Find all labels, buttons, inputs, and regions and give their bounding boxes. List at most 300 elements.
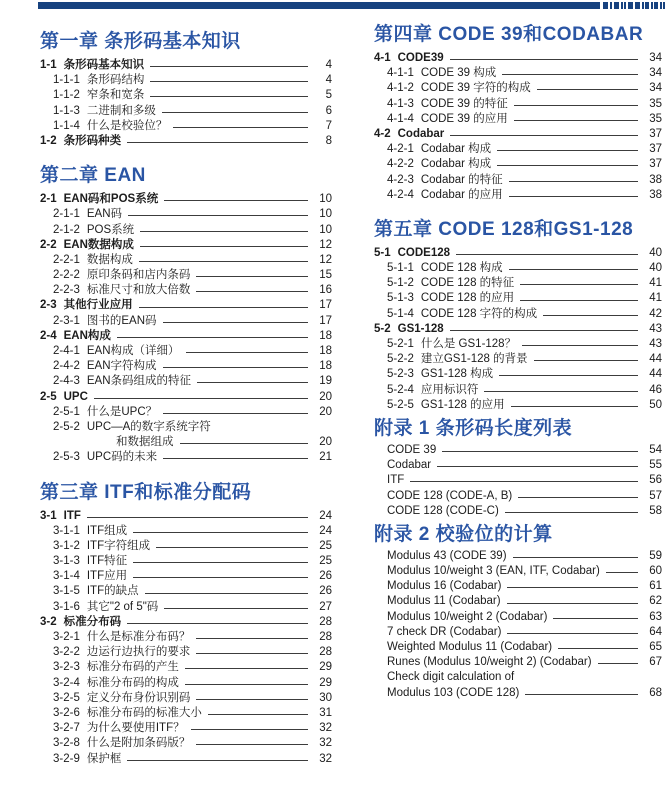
- toc-entry: [374, 564, 662, 579]
- leader-line: [127, 623, 308, 624]
- leader-line: [442, 451, 638, 452]
- page-number: 12: [319, 253, 332, 266]
- entry-label: Modulus 10/weight 3 (EAN, ITF, Codabar): [387, 565, 600, 578]
- entry-label: 标准分布码的构成: [86, 676, 179, 689]
- toc-entry: [40, 676, 332, 691]
- page-number: 25: [319, 555, 332, 568]
- toc-entry: [374, 549, 662, 564]
- entry-number: 3-2-3: [53, 661, 80, 674]
- toc-entry: [374, 291, 662, 306]
- page-number: 5: [325, 89, 332, 102]
- page-number: 29: [319, 661, 332, 674]
- section-title: 附录 1 条形码长度列表: [374, 417, 573, 439]
- page-number: 58: [649, 504, 662, 517]
- page-number: 44: [649, 368, 662, 381]
- toc-entry: [374, 579, 662, 594]
- leader-line: [180, 443, 309, 444]
- toc-entry: [40, 359, 332, 374]
- entry-number: 3-2-9: [53, 752, 80, 765]
- toc-entry: [40, 374, 332, 389]
- page-number: 20: [319, 390, 332, 403]
- toc-entry: [374, 173, 662, 188]
- entry-label: 7 check DR (Codabar): [387, 625, 502, 638]
- entry-number: 5-2: [374, 322, 391, 335]
- entry-label: 条形码结构: [86, 74, 145, 87]
- entry-number: 1-1-2: [53, 89, 80, 102]
- entry-label: GS1-128: [397, 322, 444, 335]
- entry-number: 4-1-1: [387, 67, 414, 80]
- leader-line: [410, 481, 638, 482]
- entry-number: 3-2-5: [53, 691, 80, 704]
- toc-section: [374, 24, 662, 203]
- entry-number: 3-2-6: [53, 706, 80, 719]
- toc-entry: [40, 298, 332, 313]
- page-number: 41: [649, 277, 662, 290]
- page-number: 31: [319, 706, 332, 719]
- toc-entry: [40, 134, 332, 149]
- entry-label: 标准分布码的标准大小: [86, 706, 202, 719]
- entry-label: Weighted Modulus 11 (Codabar): [387, 641, 553, 653]
- leader-line: [513, 557, 638, 558]
- entry-number: 2-5-3: [53, 451, 80, 464]
- entry-label: GS1-128 构成: [420, 368, 494, 381]
- toc-section: [374, 524, 662, 701]
- toc-entry: [374, 261, 662, 276]
- leader-line: [450, 59, 638, 60]
- leader-line: [163, 458, 308, 459]
- toc-entry: [374, 112, 662, 127]
- leader-line: [150, 81, 308, 82]
- leader-line: [117, 337, 308, 338]
- page-number: 30: [319, 691, 332, 704]
- entry-label: 条形码基本知识: [63, 59, 145, 71]
- page-number: 35: [649, 112, 662, 125]
- entry-label: Codabar 的特征: [420, 173, 503, 186]
- page-number: 27: [319, 600, 332, 613]
- leader-line: [150, 96, 308, 97]
- entry-number: 3-1-6: [53, 600, 80, 613]
- toc-entry: [40, 569, 332, 584]
- entry-number: 4-2-3: [387, 173, 414, 186]
- page-number: 40: [649, 262, 662, 275]
- leader-line: [484, 391, 638, 392]
- toc-entry: [374, 66, 662, 81]
- entry-label: 什么是UPC？: [86, 405, 158, 418]
- entry-number: 3-1-1: [53, 524, 80, 537]
- toc-entry: [40, 268, 332, 283]
- page-number: 37: [649, 158, 662, 171]
- leader-line: [520, 284, 638, 285]
- page-number: 28: [319, 615, 332, 628]
- leader-line: [139, 307, 308, 308]
- entry-label: 为什么要使用ITF？: [86, 722, 185, 735]
- page-number: 26: [319, 585, 332, 598]
- leader-line: [518, 497, 638, 498]
- page-number: 21: [319, 451, 332, 464]
- page-number: 61: [649, 580, 662, 593]
- leader-line: [87, 517, 308, 518]
- entry-number: 4-1-3: [387, 97, 414, 110]
- page-number: 19: [319, 375, 332, 388]
- page-number: 25: [319, 539, 332, 552]
- page-number: 28: [319, 631, 332, 643]
- page-number: 62: [649, 595, 662, 608]
- page-number: 68: [649, 686, 662, 699]
- entry-number: 2-4-1: [53, 345, 80, 357]
- toc-entry: [374, 383, 662, 398]
- entry-label: 其他行业应用: [63, 299, 133, 312]
- entry-label: ITF特征: [86, 555, 128, 568]
- entry-label: CODE 39 构成: [420, 67, 497, 80]
- toc-entry: [374, 655, 662, 670]
- entry-number: 5-1-2: [387, 277, 414, 290]
- leader-line: [522, 345, 638, 346]
- toc-entry: [40, 706, 332, 721]
- entry-number: 5-2-1: [387, 338, 414, 350]
- section-title: 第一章 条形码基本知识: [40, 31, 241, 52]
- entry-label: ITF: [387, 474, 405, 487]
- leader-line: [185, 668, 308, 669]
- entry-label: CODE 128 (CODE-C): [387, 504, 499, 517]
- page-number: 37: [649, 127, 662, 140]
- toc-section: [374, 219, 662, 413]
- entry-label: 原印条码和店内条码: [86, 269, 191, 282]
- entry-label: CODE 128 的应用: [420, 292, 515, 305]
- entry-number: 5-1: [374, 246, 391, 259]
- leader-line: [150, 66, 308, 67]
- entry-number: 5-1-3: [387, 292, 414, 305]
- entry-label: 图书的EAN码: [86, 314, 157, 327]
- toc-entry: [374, 610, 662, 625]
- toc-entry: [374, 307, 662, 322]
- toc-entry: [374, 670, 662, 685]
- entry-label: POS系统: [86, 223, 135, 236]
- leader-line: [164, 200, 308, 201]
- page-number: 26: [319, 570, 332, 583]
- leader-line: [140, 231, 308, 232]
- leader-line: [606, 572, 638, 573]
- page-number: 55: [649, 459, 662, 472]
- leader-line: [514, 120, 638, 121]
- page-number: 34: [649, 82, 662, 95]
- toc-section: [40, 165, 332, 465]
- leader-line: [133, 562, 308, 563]
- entry-label: Codabar: [397, 127, 445, 140]
- leader-line: [511, 406, 638, 407]
- page-number: 59: [649, 549, 662, 562]
- entry-label: UPC码的未来: [86, 451, 158, 464]
- toc-entry: [40, 223, 332, 238]
- toc-entry: [40, 58, 332, 73]
- leader-line: [507, 633, 638, 634]
- leader-line: [520, 300, 638, 301]
- page-number: 43: [649, 322, 662, 335]
- entry-number: 2-2-1: [53, 253, 80, 266]
- toc-entry: [40, 736, 332, 751]
- leader-line: [127, 142, 308, 143]
- leader-line: [208, 714, 308, 715]
- entry-number: 3-2-4: [53, 676, 80, 689]
- page-number: 50: [649, 398, 662, 411]
- toc-entry: [40, 600, 332, 615]
- leader-line: [553, 618, 638, 619]
- entry-number: 3-1-4: [53, 570, 80, 583]
- entry-number: 4-1-4: [387, 112, 414, 125]
- entry-label: CODE 128 (CODE-A, B): [387, 489, 513, 502]
- toc-entry: [40, 88, 332, 103]
- entry-label: 其它"2 of 5"码: [86, 600, 159, 613]
- leader-line: [437, 466, 638, 467]
- leader-line: [164, 608, 308, 609]
- entry-label: 什么是标准分布码？: [86, 631, 191, 643]
- toc-entry: [40, 615, 332, 630]
- toc-entry: [40, 630, 332, 645]
- entry-number: 5-2-3: [387, 368, 414, 381]
- page-number: 67: [649, 656, 662, 669]
- toc-entry: [40, 283, 332, 298]
- leader-line: [598, 663, 638, 664]
- entry-label: Modulus 43 (CODE 39): [387, 549, 507, 562]
- section-title: 第四章 CODE 39和CODABAR: [374, 24, 644, 45]
- entry-label: EAN码: [86, 208, 123, 221]
- top-rule-line: [38, 2, 600, 9]
- entry-label: Modulus 10/weight 2 (Codabar): [387, 610, 548, 623]
- entry-label: EAN条码组成的特征: [86, 375, 192, 388]
- toc-entry: [40, 119, 332, 134]
- toc-entry: [374, 322, 662, 337]
- toc-entry: [40, 584, 332, 599]
- entry-label: 定义分布身份识别码: [86, 691, 191, 704]
- entry-number: 2-4-2: [53, 360, 80, 373]
- toc-entry: [374, 489, 662, 504]
- page-number: 63: [649, 610, 662, 623]
- entry-number: 4-2-1: [387, 143, 414, 156]
- entry-label: ITF应用: [86, 570, 128, 583]
- toc-entry: [374, 625, 662, 640]
- toc-entry: [40, 253, 332, 268]
- toc-entry: [40, 104, 332, 119]
- entry-label: CODE 39 的特征: [420, 97, 508, 110]
- toc-entry: [40, 435, 332, 450]
- toc-column-right: [374, 24, 662, 701]
- entry-label: ITF字符组成: [86, 539, 151, 552]
- toc-section: [40, 31, 332, 149]
- leader-line: [191, 729, 308, 730]
- toc-entry: [374, 127, 662, 142]
- entry-label: Modulus 103 (CODE 128): [387, 686, 520, 699]
- entry-number: 5-2-5: [387, 398, 414, 411]
- leader-line: [186, 352, 308, 353]
- entry-label: GS1-128 的应用: [420, 398, 505, 411]
- page-number: 32: [319, 722, 332, 735]
- page-number: 41: [649, 292, 662, 305]
- leader-line: [507, 603, 638, 604]
- entry-number: 1-1: [40, 59, 57, 71]
- leader-line: [509, 181, 638, 182]
- entry-label: 建立GS1-128 的背景: [420, 353, 528, 366]
- entry-label: CODE39: [397, 52, 444, 64]
- page-number: 40: [649, 246, 662, 259]
- leader-line: [163, 322, 308, 323]
- entry-number: 1-1-3: [53, 104, 80, 117]
- entry-number: 3-1-2: [53, 539, 80, 552]
- page-number: 46: [649, 383, 662, 396]
- page-number: 18: [319, 345, 332, 357]
- page-number: 29: [319, 676, 332, 689]
- leader-line: [525, 694, 638, 695]
- entry-number: 3-2-2: [53, 646, 80, 659]
- toc-entry: [40, 691, 332, 706]
- page-number: 32: [319, 752, 332, 765]
- entry-label: Modulus 16 (Codabar): [387, 580, 502, 593]
- toc-section: [40, 482, 332, 767]
- leader-line: [128, 215, 308, 216]
- entry-label: 标准分布码的产生: [86, 661, 179, 674]
- entry-number: 4-2: [374, 127, 391, 140]
- entry-number: 3-2-7: [53, 722, 80, 735]
- toc-entry: [374, 640, 662, 655]
- leader-line: [197, 382, 308, 383]
- page-number: 34: [649, 67, 662, 80]
- leader-line: [94, 398, 308, 399]
- page-number: 7: [325, 119, 332, 132]
- leader-line: [509, 196, 638, 197]
- page-number: 34: [649, 52, 662, 64]
- entry-label: EAN码和POS系统: [63, 193, 159, 206]
- leader-line: [163, 367, 308, 368]
- leader-line: [196, 744, 308, 745]
- entry-number: 5-1-1: [387, 262, 414, 275]
- entry-label: CODE 39: [387, 443, 437, 456]
- entry-label: Codabar 构成: [420, 143, 492, 156]
- page-number: 43: [649, 338, 662, 350]
- toc-entry: [374, 142, 662, 157]
- leader-line: [133, 577, 308, 578]
- leader-line: [173, 127, 308, 128]
- page-number: 20: [319, 436, 332, 449]
- entry-number: 2-2-2: [53, 269, 80, 282]
- toc-entry: [40, 539, 332, 554]
- entry-label: CODE 39 的应用: [420, 112, 508, 125]
- entry-number: 2-3-1: [53, 314, 80, 327]
- entry-label: 标准分布码: [63, 615, 122, 628]
- page-number: 65: [649, 641, 662, 653]
- page-number: 64: [649, 625, 662, 638]
- entry-label: 二进制和多级: [86, 104, 156, 117]
- page-number: 56: [649, 474, 662, 487]
- page-number: 4: [325, 59, 332, 71]
- toc-entry: [40, 207, 332, 222]
- toc-entry: [40, 344, 332, 359]
- page-number: 6: [325, 104, 332, 117]
- page-number: 37: [649, 143, 662, 156]
- leader-line: [196, 276, 308, 277]
- toc-entry: [374, 157, 662, 172]
- leader-line: [456, 254, 638, 255]
- leader-line: [505, 512, 638, 513]
- page-number: 8: [325, 134, 332, 147]
- leader-line: [502, 74, 638, 75]
- leader-line: [558, 648, 638, 649]
- toc-entry: [374, 188, 662, 203]
- entry-number: 4-1: [374, 52, 391, 64]
- leader-line: [450, 330, 638, 331]
- leader-line: [196, 638, 308, 639]
- section-title: 第五章 CODE 128和GS1-128: [374, 218, 634, 240]
- entry-label: 和数据组成: [116, 436, 174, 449]
- leader-line: [163, 413, 308, 414]
- toc-entry: [40, 405, 332, 420]
- page-number: 24: [319, 524, 332, 537]
- entry-number: 2-5-1: [53, 405, 80, 418]
- entry-label: CODE 128 字符的构成: [420, 307, 538, 320]
- leader-line: [514, 105, 638, 106]
- toc-entry: [40, 329, 332, 344]
- entry-label: 标准尺寸和放大倍数: [86, 284, 191, 297]
- leader-line: [509, 269, 638, 270]
- leader-line: [196, 653, 308, 654]
- toc-entry: [40, 752, 332, 767]
- entry-label: CODE128: [397, 246, 451, 259]
- toc-entry: [40, 450, 332, 465]
- entry-number: 3-2-8: [53, 737, 80, 750]
- entry-label: 窄条和宽条: [86, 89, 145, 102]
- leader-line: [185, 684, 308, 685]
- entry-label: EAN构成（详细）: [86, 345, 180, 357]
- page-number: 20: [319, 405, 332, 418]
- leader-line: [499, 375, 638, 376]
- page-number: 44: [649, 353, 662, 366]
- toc-entry: [40, 509, 332, 524]
- entry-label: EAN构成: [63, 329, 111, 342]
- page-number: 18: [319, 329, 332, 342]
- page-number: 32: [319, 737, 332, 750]
- toc-entry: [40, 721, 332, 736]
- entry-label: Modulus 11 (Codabar): [387, 595, 501, 608]
- toc-entry: [40, 660, 332, 675]
- page-number: 35: [649, 97, 662, 110]
- toc-entry: [374, 473, 662, 488]
- page-number: 60: [649, 565, 662, 578]
- entry-number: 2-4: [40, 329, 57, 342]
- page-number: 24: [319, 509, 332, 522]
- entry-number: 5-2-2: [387, 353, 414, 366]
- leader-line: [534, 360, 638, 361]
- toc-entry: [40, 73, 332, 88]
- entry-number: 3-1-3: [53, 555, 80, 568]
- entry-label: 什么是 GS1-128？: [420, 338, 517, 350]
- entry-number: 1-1-4: [53, 119, 80, 132]
- entry-label: Codabar 的应用: [420, 188, 503, 201]
- leader-line: [140, 246, 308, 247]
- leader-line: [145, 593, 308, 594]
- entry-label: ITF组成: [86, 524, 128, 537]
- leader-line: [156, 547, 308, 548]
- toc-section: [374, 418, 662, 519]
- entry-label: UPC: [63, 390, 88, 403]
- section-title: 第二章 EAN: [40, 165, 146, 187]
- entry-number: 3-2: [40, 615, 57, 628]
- toc-entry: [374, 352, 662, 367]
- leader-line: [543, 315, 638, 316]
- entry-label: ITF: [63, 509, 81, 522]
- entry-label: 保护框: [86, 752, 122, 765]
- entry-number: 1-1-1: [53, 74, 80, 87]
- section-title: 附录 2 校验位的计算: [374, 523, 553, 545]
- toc-entry: [374, 367, 662, 382]
- entry-label: CODE 128 的特征: [420, 277, 515, 290]
- entry-label: CODE 39 字符的构成: [420, 82, 531, 95]
